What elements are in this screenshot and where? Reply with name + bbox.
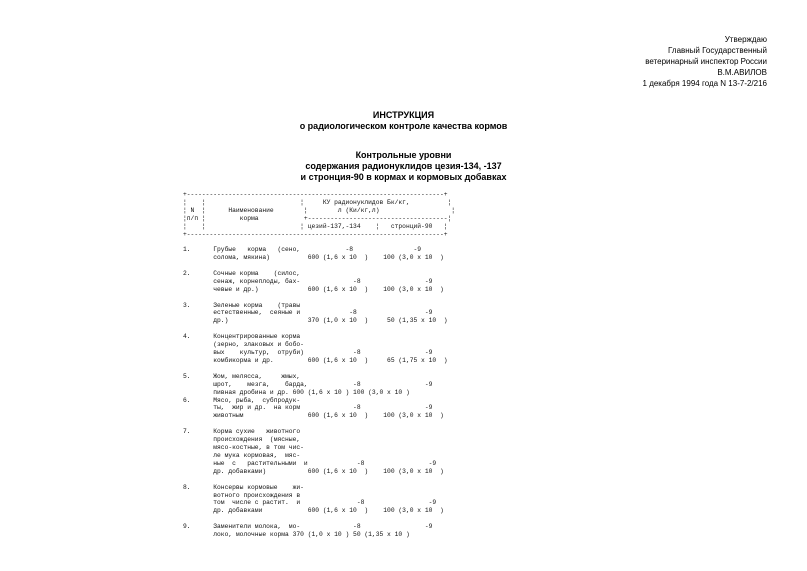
table-row-line: чевые и др.) 600 (1,6 х 10 ) 100 (3,0 х 10 ) [183,285,444,293]
table-row-line: 5. Жом, мелясса, жмых, [183,372,301,380]
table-row-line: 7. Корма сухие животного [183,428,301,436]
table-row [183,302,448,326]
section-title-line: содержания радионуклидов цезия-134, -137 [305,161,502,171]
table-row [183,523,432,539]
table-row-line: происхождения (мясные, [183,436,301,444]
document-subtitle: о радиологическом контроле качества кормов [299,121,508,131]
section-title-line: Контрольные уровни [355,150,452,160]
table-row [183,428,444,475]
table-row-line: 2. Сочные корма (силос, [183,269,301,277]
table-row-line: вотного происхождения в [183,491,301,499]
table-row-line: сенаж, корнеплоды, бах- -8 -9 [183,277,433,285]
table-row-line: естественные, сеяные и -8 -9 [183,309,433,317]
table-row [183,484,444,516]
table-header-line: +--------------------------------------------------------------------+ [183,230,448,238]
table-row-line: 8. Консервы кормовые жи- [183,483,304,491]
approval-line: 1 декабря 1994 года N 13-7-2/216 [642,79,767,88]
table-row-line: солома, мякина) 600 (1,6 х 10 ) 100 (3,0 х 10 ) [183,253,444,261]
table-row [183,373,444,420]
table-header-line: ¦п/п ¦ корма +-------------------------------------¦ [183,214,452,222]
approval-line: Утверждаю [724,35,767,44]
approval-line: ветеринарный инспектор России [645,57,767,66]
table-row-line: 1. Грубые корма (сено, -8 -9 [183,246,422,253]
table-row [183,270,444,294]
table-row-line: пивная дробина и др. 600 (1,6 х 10 ) 100 (3,0 х 10 ) [183,388,410,396]
approval-line: Главный Государственный [668,46,767,55]
table-row-line: 3. Зеленые корма (травы [183,301,301,309]
table-header-line: ¦ N ¦ Наименование ¦ л (Ки/кг,л) ¦ [183,206,456,214]
table-row [183,333,448,365]
table-header [183,191,455,238]
table-row-line: (зерно, злаковых и бобо- [183,341,304,349]
table-header-line: +--------------------------------------------------------------------+ [183,191,448,198]
section-title-line: и стронция-90 в кормах и кормовых добавках [300,172,507,182]
table-row-line: др. добавками 600 (1,6 х 10 ) 100 (3,0 х 10 ) [183,507,444,515]
table-header-line: ¦ ¦ ¦ цезий-137,-134 ¦ стронций-90 ¦ [183,222,448,230]
table-row-line: 9. Заменители молока, мо- -8 -9 [183,523,433,531]
table-row-line: ле мука кормовая, мяс- [183,451,301,459]
table-row-line: ные с растительными и -8 -9 [183,459,437,467]
table-row-line: ты, жир и др. на корм -8 -9 [183,404,433,412]
approval-line: В.М.АВИЛОВ [717,68,767,77]
document-title: ИНСТРУКЦИЯ [372,110,435,120]
table-row [183,246,444,262]
approval-block [643,34,767,89]
table-header-line: ¦ ¦ ¦ КУ радионуклидов Бк/кг, ¦ [183,198,452,206]
table-row-line: мясо-костные, в том чис- [183,444,304,451]
table-row-line: 6. Мясо, рыба, субпродук- [183,396,301,404]
table-row-line: локо, молочные корма 370 (1,0 х 10 ) 50 (1,35 х 10 ) [183,531,410,539]
section-title-block [0,150,807,183]
table-row-line: шрот, мезга, барда, -8 -9 [183,380,433,388]
table-row-line: др.) 370 (1,0 х 10 ) 50 (1,35 х 10 ) [183,317,448,325]
table-row-line: др. добавками) 600 (1,6 х 10 ) 100 (3,0 х 10 ) [183,467,444,475]
table-row-line: комбикорма и др. 600 (1,6 х 10 ) 65 (1,75 х 10 ) [183,356,448,364]
table-row-line: животным 600 (1,6 х 10 ) 100 (3,0 х 10 ) [183,412,444,420]
table-row-line: том числе с растит. и -8 -9 [183,499,437,507]
table-row-line: 4. Концентрированные корма [183,333,301,341]
table-row-line: вых культур, отруби) -8 -9 [183,349,433,356]
document-title-block [0,110,807,132]
